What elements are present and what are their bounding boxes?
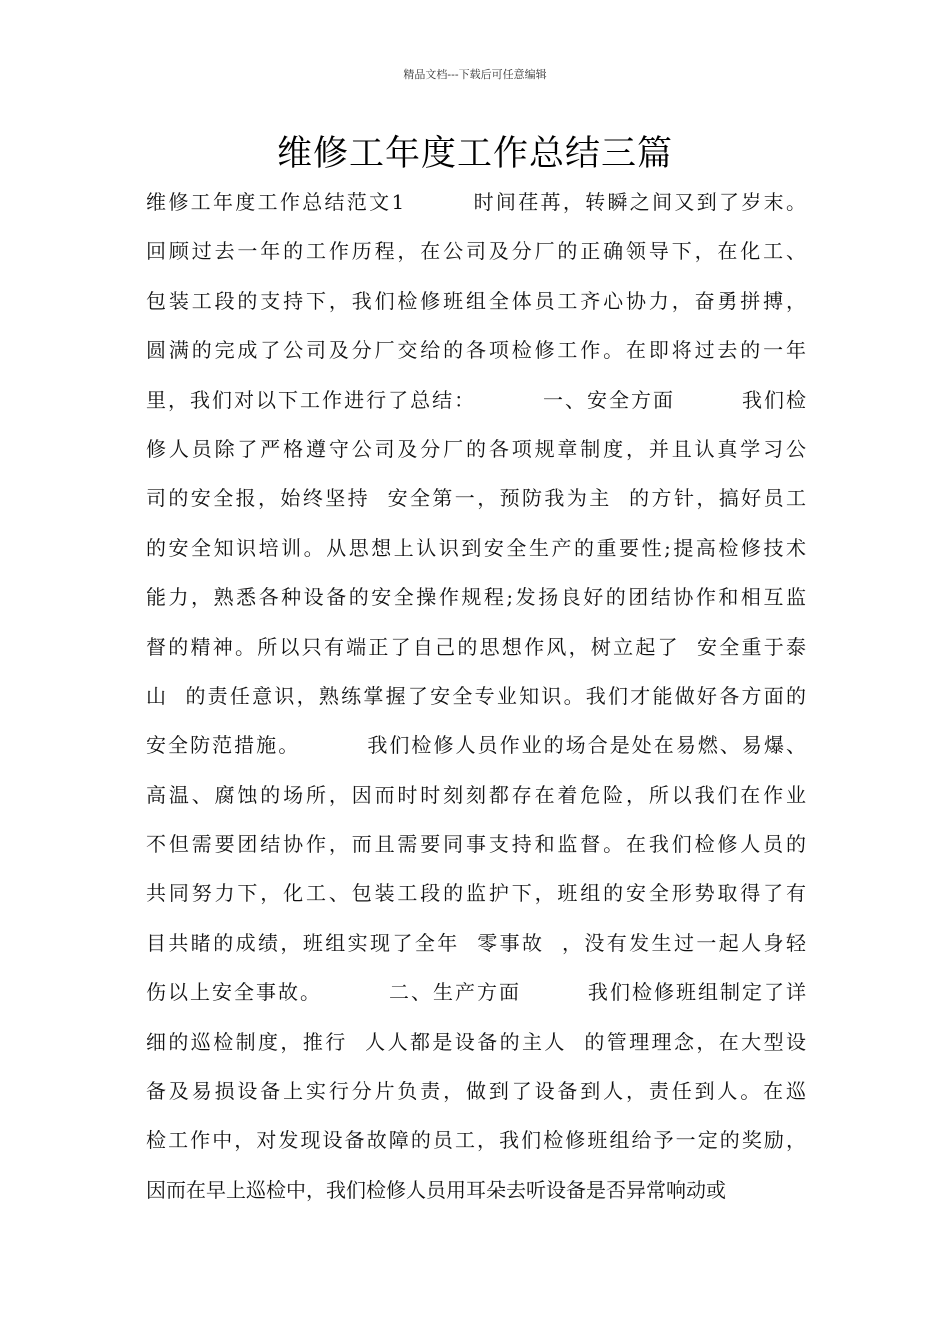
body-line: 备及易损设备上实行分片负责，做到了设备到人，责任到人。在巡 bbox=[146, 1079, 806, 1104]
body-line: 圆满的完成了公司及分厂交给的各项检修工作。在即将过去的一年 bbox=[146, 338, 806, 363]
body-line: 目共睹的成绩，班组实现了全年 零事故 ，没有发生过一起人身轻 bbox=[146, 930, 806, 955]
body-line: 不但需要团结协作，而且需要同事支持和监督。在我们检修人员的 bbox=[146, 832, 806, 857]
body-line: 司的安全报，始终坚持 安全第一，预防我为主 的方针，搞好员工 bbox=[146, 486, 806, 511]
body-line: 维修工年度工作总结范文1 时间荏苒，转瞬之间又到了岁末。 bbox=[146, 190, 806, 214]
body-line: 安全防范措施。 我们检修人员作业的场合是处在易燃、易爆、 bbox=[146, 733, 806, 758]
body-line: 里，我们对以下工作进行了总结： 一、安全方面 我们检 bbox=[146, 387, 806, 412]
body-line: 的安全知识培训。从思想上认识到安全生产的重要性;提高检修技术 bbox=[146, 535, 806, 560]
body-line: 因而在早上巡检中，我们检修人员用耳朵去听设备是否异常响动或 bbox=[146, 1177, 726, 1202]
body-line: 山 的责任意识，熟练掌握了安全专业知识。我们才能做好各方面的 bbox=[146, 683, 806, 708]
body-line: 回顾过去一年的工作历程，在公司及分厂的正确领导下，在化工、 bbox=[146, 239, 806, 264]
body-line: 能力，熟悉各种设备的安全操作规程;发扬良好的团结协作和相互监 bbox=[146, 585, 806, 610]
body-line: 修人员除了严格遵守公司及分厂的各项规章制度，并且认真学习公 bbox=[146, 436, 806, 461]
body-line: 督的精神。所以只有端正了自己的思想作风，树立起了 安全重于泰 bbox=[146, 634, 806, 659]
body-line: 高温、腐蚀的场所，因而时时刻刻都存在着危险，所以我们在作业 bbox=[146, 782, 806, 807]
body-line: 包装工段的支持下，我们检修班组全体员工齐心协力，奋勇拼搏， bbox=[146, 288, 806, 313]
body-line: 伤以上安全事故。 二、生产方面 我们检修班组制定了详 bbox=[146, 980, 806, 1005]
body-line: 细的巡检制度，推行 人人都是设备的主人 的管理理念，在大型设 bbox=[146, 1029, 806, 1054]
document-title: 维修工年度工作总结三篇 bbox=[276, 134, 673, 174]
body-line: 检工作中，对发现设备故障的员工，我们检修班组给予一定的奖励， bbox=[146, 1128, 806, 1153]
page-header: 精品文档---下载后可任意编辑 bbox=[403, 68, 547, 81]
document-body bbox=[146, 178, 806, 1215]
body-line: 共同努力下，化工、包装工段的监护下，班组的安全形势取得了有 bbox=[146, 881, 806, 906]
